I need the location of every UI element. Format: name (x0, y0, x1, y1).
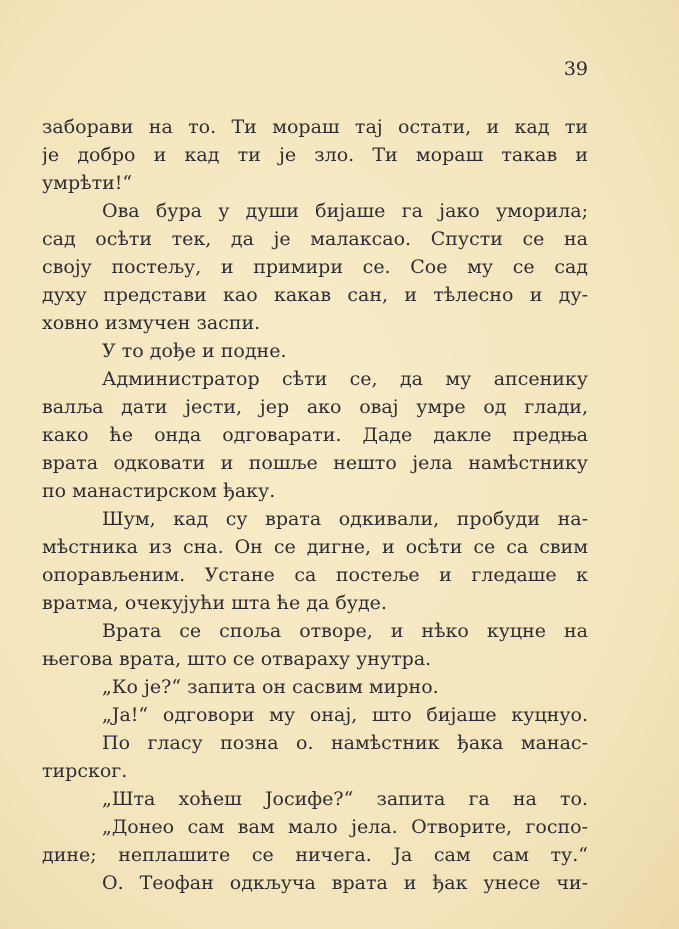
text-line: Шум, кад су врата одкивали, пробуди на- (102, 508, 588, 530)
text-line: његова врата, што се отвараху унутра. (42, 648, 432, 670)
text-line: по манастирском ђаку. (42, 480, 276, 502)
text-line: По гласу позна о. намѣстник ђака манас- (102, 732, 588, 754)
text-line: „Шта хоћеш Јосифе?“ запита га на то. (102, 788, 588, 810)
text-line: Администратор сѣти се, да му апсенику (102, 368, 588, 390)
text-line: Ова бура у души бијаше га јако уморила; (102, 200, 588, 222)
text-line: опорављеним. Устане са постеље и гледаше к (42, 564, 588, 586)
text-line: дине; неплашите се ничега. Ја сам сам ту.“ (42, 844, 588, 866)
text-line: ховно измучен заспи. (42, 312, 261, 334)
text-line: валља дати јести, јер ако овај умре од глади, (42, 396, 588, 418)
text-line: мѣстника из сна. Он се дигне, и осѣти се са свим (42, 536, 588, 558)
text-line: сад осѣти тек, да је малаксао. Спусти се на (42, 228, 588, 250)
text-line: како ће онда одговарати. Даде дакле предња (42, 424, 588, 446)
text-line: своју постељу, и примири се. Сое му се сад (42, 256, 588, 278)
text-line: У то дође и подне. (102, 340, 287, 362)
text-line: вратма, очекујући шта ће да буде. (42, 592, 387, 614)
page-number: 39 (563, 58, 588, 80)
text-line: умрѣти!“ (42, 172, 133, 194)
text-line: „Ко је?“ запита он сасвим мирно. (102, 676, 439, 698)
text-line: врата одковати и пошље нешто јела намѣстнику (42, 452, 588, 474)
text-line: тирског. (42, 760, 128, 782)
text-line: „Ја!“ одговори му онај, што бијаше куцнуо. (102, 704, 588, 726)
text-line: „Донео сам вам мало јела. Отворите, госпо- (102, 816, 588, 838)
text-line: заборави на то. Ти мораш тај остати, и кад ти (42, 116, 588, 138)
text-line: је добро и кад ти је зло. Ти мораш такав и (42, 144, 588, 166)
text-line: О. Теофан одкључа врата и ђак унесе чи- (102, 872, 588, 894)
body-text (42, 113, 588, 897)
text-line: духу представи као какав сан, и тѣлесно и ду- (42, 284, 588, 306)
text-line: Врата се споља отворе, и нѣко куцне на (102, 620, 588, 642)
